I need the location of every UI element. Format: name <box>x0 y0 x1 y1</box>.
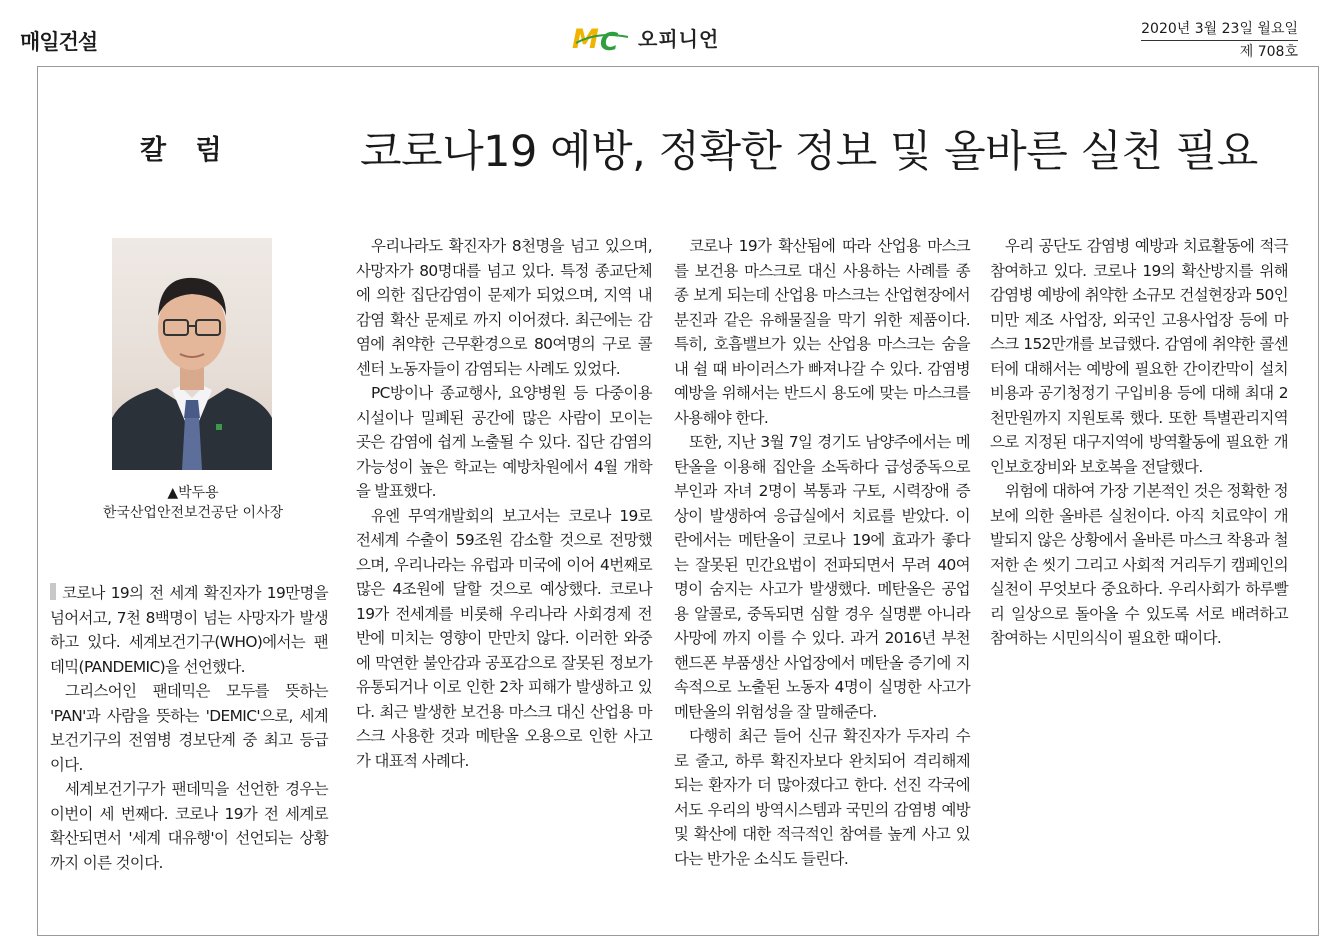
lead-marker <box>50 583 56 600</box>
issue-date: 2020년 3월 23일 월요일 <box>1141 18 1298 41</box>
masthead <box>0 0 1332 64</box>
svg-text:M: M <box>572 24 599 52</box>
author-title: 한국산업안전보건공단 이사장 <box>102 505 284 521</box>
paragraph: 세계보건기구가 팬데믹을 선언한 경우는 이번이 세 번째다. 코로나 19가 전 세계로 확산되면서 '세계 대유행'이 선언되는 상황까지 이른 것이다. <box>50 780 328 872</box>
author-portrait-icon <box>112 238 272 470</box>
paragraph: 우리 공단도 감염병 예방과 치료활동에 적극 참여하고 있다. 코로나 19의 확산방지를 위해 감염병 예방에 취약한 소규모 건설현장과 50인 미만 제조 사업장, 외국인 고용사업장 등에 마스크 152만개를 보급했다. 감염에 취약한 콜센터에 대해서는 예방에 필요한 간이칸막이 설치비용과 공기청정기 구입비용 등에 대해 최대 2천만원까지 지원토록 했다. 또한 특별관리지역으로 지정된 대구지역에 방역활동에 필요한 개인보호장비와 보호복을 전달했다. <box>990 237 1288 476</box>
mc-logo-icon <box>572 22 632 52</box>
paragraph: 또한, 지난 3월 7일 경기도 남양주에서는 메탄올을 이용해 집안을 소독하다 급성중독으로 부인과 자녀 2명이 복통과 구토, 시력장애 증상이 발생하여 응급실에서 치료를 받았다. 이란에서는 메탄올이 코로나 19에 효과가 좋다는 잘못된 민간요법이 전파되면서 무려 40여명이 숨지는 사고가 발생했다. 메탄올은 공업용 알콜로, 중독되면 심할 경우 실명뿐 아니라 사망에 까지 이를 수 있다. 과거 2016년 부천 핸드폰 부품생산 사업장에서 메탄올 증기에 지속적으로 노출된 노동자 4명이 실명한 사고가 메탄올의 위험성을 잘 말해준다. <box>674 433 970 721</box>
paragraph-text: 코로나 19의 전 세계 확진자가 19만명을 넘어서고, 7천 8백명이 넘는 사망자가 발생하고 있다. 세계보건기구(WHO)에서는 팬데믹(PANDEMIC)을 선언했다. <box>50 584 328 676</box>
article-column-2 <box>356 234 652 773</box>
paragraph: 위험에 대하여 가장 기본적인 것은 정확한 정보에 의한 올바른 실천이다. 아직 치료약이 개발되지 않은 상황에서 올바른 마스크 착용과 철저한 손 씻기 그리고 사회적 거리두기 캠페인의 실천이 무엇보다 중요하다. 우리사회가 하루빨리 일상으로 돌아올 수 있도록 서로 배려하고 참여하는 시민의식이 필요한 때이다. <box>990 482 1288 647</box>
article-column-1 <box>50 581 328 875</box>
issue-number: 제 708호 <box>1239 44 1298 60</box>
author-name: ▲박두용 <box>167 485 219 501</box>
paper-name: 매일건설 <box>20 30 98 54</box>
author-caption <box>60 483 326 523</box>
paragraph: 우리나라도 확진자가 8천명을 넘고 있으며, 사망자가 80명대를 넘고 있다. 특정 종교단체에 의한 집단감염이 문제가 되었으며, 지역 내 감염 확산 문제로 까지 이어졌다. 최근에는 감염에 취약한 근무환경으로 80여명의 구로 콜센터 노동자들이 감염되는 사례도 있었다. <box>356 237 652 378</box>
article-column-4 <box>990 234 1288 651</box>
section-name: 오피니언 <box>638 26 720 51</box>
paragraph: PC방이나 종교행사, 요양병원 등 다중이용시설이나 밀폐된 공간에 많은 사람이 모이는 곳은 감염에 쉽게 노출될 수 있다. 집단 감염의 가능성이 높은 학교는 예방차원에서 4월 개학을 발표했다. <box>356 384 652 500</box>
headline: 코로나19 예방, 정확한 정보 및 올바른 실천 필요 <box>360 127 1258 177</box>
lead-paragraph <box>50 581 328 679</box>
dateline <box>1141 18 1298 63</box>
svg-text:C: C <box>600 27 619 52</box>
paragraph: 유엔 무역개발회의 보고서는 코로나 19로 전세계 수출이 59조원 감소할 것으로 전망했으며, 우리나라는 유럽과 미국에 이어 4번째로 많은 4조원에 달할 것으로 예상했다. 코로나 19가 전세계를 비롯해 우리나라 사회경제 전반에 미치는 영향이 만만치 않다. 이러한 와중에 막연한 불안감과 공포감으로 잘못된 정보가 유통되거나 이로 인한 2차 피해가 발생하고 있다. 최근 발생한 보건용 마스크 대신 산업용 마스크 사용한 것과 메탄올 오용으로 인한 사고가 대표적 사례다. <box>356 506 652 770</box>
author-photo <box>112 238 272 470</box>
paragraph: 그리스어인 팬데믹은 모두를 뜻하는 'PAN'과 사람을 뜻하는 'DEMIC'으로, 세계보건기구의 전염병 경보단계 중 최고 등급이다. <box>50 682 328 774</box>
article-column-3 <box>674 234 970 871</box>
paragraph: 다행히 최근 들어 신규 확진자가 두자리 수로 줄고, 하루 확진자보다 완치되어 격리해제 되는 환자가 더 많아졌다고 한다. 선진 각국에서도 우리의 방역시스템과 국민의 감염병 예방 및 확산에 대한 적극적인 참여를 높게 사고 있다는 반가운 소식도 들린다. <box>674 727 970 868</box>
column-kind-label: 칼 럼 <box>140 135 232 166</box>
paragraph: 코로나 19가 확산됨에 따라 산업용 마스크를 보건용 마스크로 대신 사용하는 사례를 종종 보게 되는데 산업용 마스크는 산업현장에서 분진과 같은 유해물질을 막기 위한 제품이다. 특히, 호흡밸브가 있는 산업용 마스크는 숨을 내 쉴 때 바이러스가 빠져나갈 수 있다. 감염병 예방을 위해서는 반드시 용도에 맞는 마스크를 사용해야 한다. <box>674 237 970 427</box>
section-logo <box>572 22 719 52</box>
